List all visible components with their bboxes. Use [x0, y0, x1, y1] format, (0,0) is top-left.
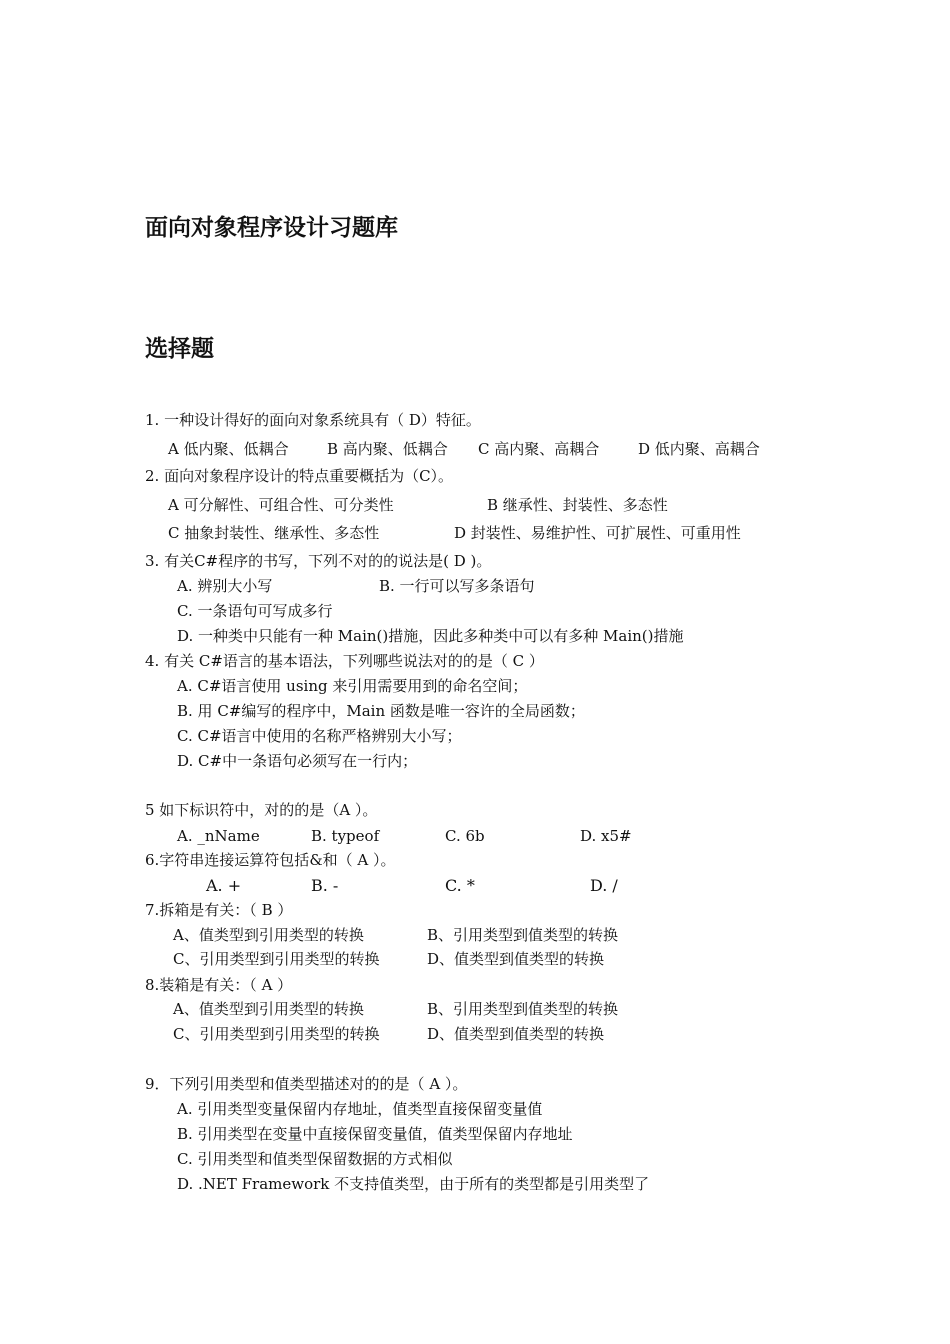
question-8-option-c: C、引用类型到引用类型的转换 — [173, 1025, 380, 1043]
question-4-option-b: B. 用 C#编写的程序中，Main 函数是唯一容许的全局函数； — [177, 702, 585, 720]
question-6-option-d: D. / — [590, 876, 618, 895]
question-6-option-a: A. + — [206, 876, 242, 895]
question-7-option-c: C、引用类型到引用类型的转换 — [173, 950, 380, 968]
question-5-option-c: C. 6b — [445, 827, 485, 845]
question-9-option-d: D. .NET Framework 不支持值类型，由于所有的类型都是引用类型了 — [177, 1175, 650, 1193]
section-title: 选择题 — [145, 336, 214, 362]
question-5-option-d: D. x5# — [580, 827, 632, 845]
question-9-option-c: C. 引用类型和值类型保留数据的方式相似 — [177, 1150, 453, 1168]
question-1-option-d: D 低内聚、高耦合 — [638, 440, 760, 458]
question-4-stem: 4. 有关 C#语言的基本语法，下列哪些说法对的的是（ C ） — [145, 652, 544, 670]
question-3-option-b: B. 一行可以写多条语句 — [379, 577, 535, 595]
question-2-option-c: C 抽象封装性、继承性、多态性 — [168, 524, 380, 542]
question-3-stem: 3. 有关C#程序的书写，下列不对的的说法是( D )。 — [145, 552, 492, 570]
question-1-option-a: A 低内聚、低耦合 — [168, 440, 289, 458]
question-5-option-b: B. typeof — [311, 827, 380, 845]
question-2-option-b: B 继承性、封装性、多态性 — [487, 496, 668, 514]
question-9-option-b: B. 引用类型在变量中直接保留变量值，值类型保留内存地址 — [177, 1125, 573, 1143]
question-1-option-c: C 高内聚、高耦合 — [478, 440, 600, 458]
question-6-stem: 6.字符串连接运算符包括&和（ A ）。 — [145, 851, 396, 869]
question-1-stem: 1. 一种设计得好的面向对象系统具有（ D）特征。 — [145, 411, 481, 429]
question-2-stem: 2. 面向对象程序设计的特点重要概括为（C）。 — [145, 467, 454, 485]
question-8-option-b: B、引用类型到值类型的转换 — [427, 1000, 619, 1018]
document-title: 面向对象程序设计习题库 — [145, 215, 398, 241]
question-3-option-c: C. 一条语句可写成多行 — [177, 602, 333, 620]
question-8-option-d: D、值类型到值类型的转换 — [427, 1025, 605, 1043]
question-6-option-c: C. * — [445, 876, 475, 895]
question-2-option-a: A 可分解性、可组合性、可分类性 — [168, 496, 394, 514]
question-4-option-a: A. C#语言使用 using 来引用需要用到的命名空间； — [177, 677, 528, 695]
question-5-stem: 5 如下标识符中，对的的是（A ）。 — [145, 801, 378, 819]
question-7-option-d: D、值类型到值类型的转换 — [427, 950, 605, 968]
question-8-option-a: A、值类型到引用类型的转换 — [173, 1000, 364, 1018]
question-8-stem: 8.装箱是有关：（ A ） — [145, 976, 293, 994]
question-3-option-a: A. 辨别大小写 — [177, 577, 273, 595]
question-7-option-a: A、值类型到引用类型的转换 — [173, 926, 364, 944]
question-4-option-d: D. C#中一条语句必须写在一行内； — [177, 752, 418, 770]
question-4-option-c: C. C#语言中使用的名称严格辨别大小写； — [177, 727, 462, 745]
question-7-option-b: B、引用类型到值类型的转换 — [427, 926, 619, 944]
question-3-option-d: D. 一种类中只能有一种 Main()措施，因此多种类中可以有多种 Main()措施 — [177, 627, 684, 645]
question-9-stem: 9．下列引用类型和值类型描述对的的是（ A ）。 — [145, 1075, 468, 1093]
question-1-option-b: B 高内聚、低耦合 — [327, 440, 448, 458]
question-5-option-a: A. _nName — [177, 827, 260, 845]
question-2-option-d: D 封装性、易维护性、可扩展性、可重用性 — [454, 524, 741, 542]
question-7-stem: 7.拆箱是有关：（ B ） — [145, 901, 293, 919]
question-6-option-b: B. - — [311, 876, 339, 895]
question-9-option-a: A. 引用类型变量保留内存地址，值类型直接保留变量值 — [177, 1100, 543, 1118]
